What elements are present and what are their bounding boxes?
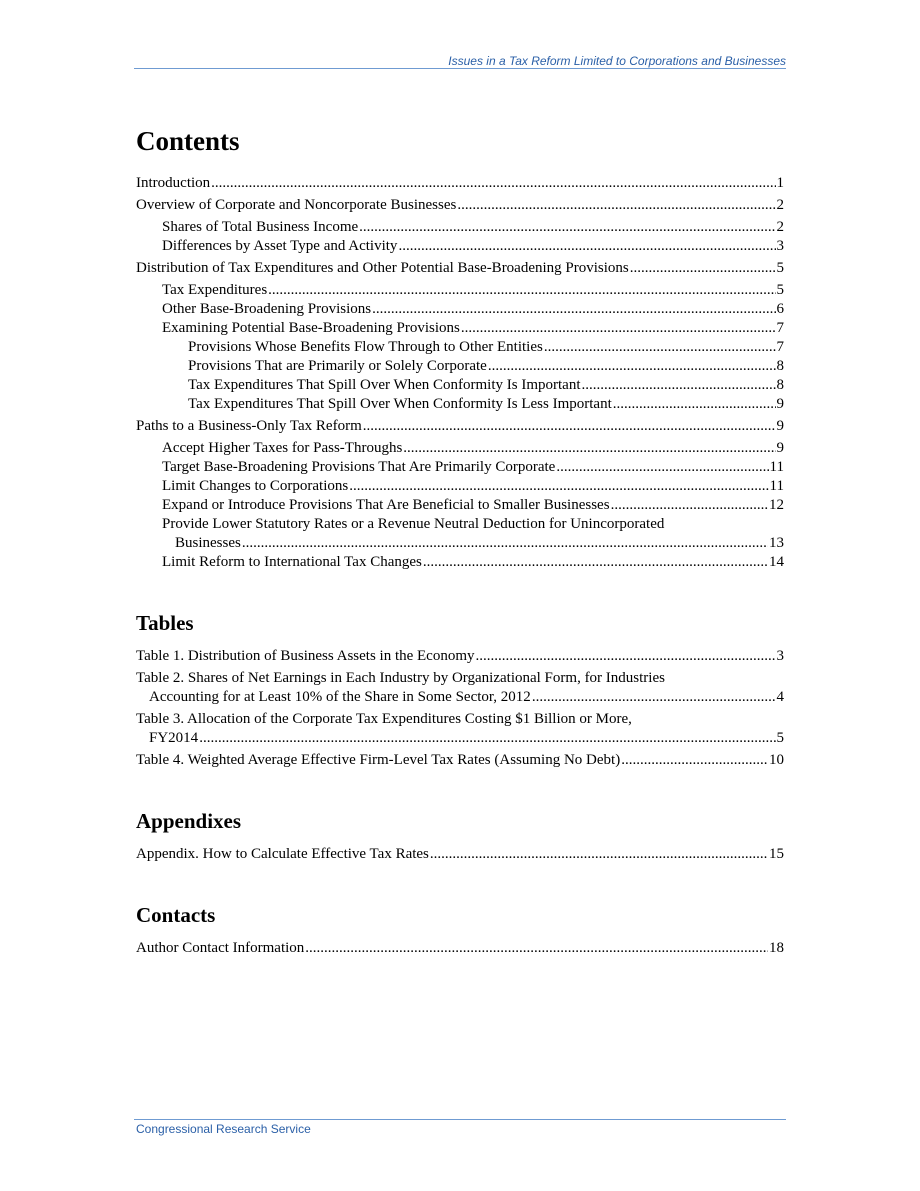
contents-list bbox=[136, 174, 784, 572]
toc-entry-table-1[interactable]: Table 1. Distribution of Business Assets in the Economy ..... 3 bbox=[136, 647, 784, 666]
toc-entry-lower-rates[interactable]: Provide Lower Statutory Rates or a Revenue Neutral Deduction for Unincorporated Businesses ..... 13 bbox=[136, 515, 784, 553]
toc-entry-limit-corporations[interactable]: Limit Changes to Corporations ..... 11 bbox=[136, 477, 784, 496]
toc-entry-target-base[interactable]: Target Base-Broadening Provisions That Are Primarily Corporate ..... 11 bbox=[136, 458, 784, 477]
toc-entry-overview[interactable]: Overview of Corporate and Noncorporate Businesses ..... 2 bbox=[136, 196, 784, 215]
footer-organization: Congressional Research Service bbox=[136, 1122, 311, 1136]
toc-entry-table-3[interactable]: Table 3. Allocation of the Corporate Tax Expenditures Costing $1 Billion or More, FY2014 ..... 5 bbox=[136, 710, 784, 748]
footer-rule bbox=[134, 1119, 786, 1120]
toc-entry-paths[interactable]: Paths to a Business-Only Tax Reform ..... 9 bbox=[136, 417, 784, 436]
toc-entry-international[interactable]: Limit Reform to International Tax Changes ..... 14 bbox=[136, 553, 784, 572]
toc-entry-accept-higher[interactable]: Accept Higher Taxes for Pass-Throughs ..... 9 bbox=[136, 439, 784, 458]
toc-entry-primarily-corporate[interactable]: Provisions That are Primarily or Solely Corporate ..... 8 bbox=[136, 357, 784, 376]
table-of-contents bbox=[136, 124, 784, 958]
running-header-title: Issues in a Tax Reform Limited to Corporations and Businesses bbox=[448, 54, 786, 68]
toc-entry-appendix[interactable]: Appendix. How to Calculate Effective Tax Rates ..... 15 bbox=[136, 845, 784, 864]
tables-heading: Tables bbox=[136, 611, 194, 635]
contacts-heading: Contacts bbox=[136, 903, 216, 927]
toc-entry-other-base[interactable]: Other Base-Broadening Provisions ..... 6 bbox=[136, 300, 784, 319]
toc-entry-author-contact[interactable]: Author Contact Information ..... 18 bbox=[136, 939, 784, 958]
toc-entry-examining[interactable]: Examining Potential Base-Broadening Provisions ..... 7 bbox=[136, 319, 784, 338]
toc-entry-table-4[interactable]: Table 4. Weighted Average Effective Firm-Level Tax Rates (Assuming No Debt) ..... 10 bbox=[136, 751, 784, 770]
toc-entry-conformity-important[interactable]: Tax Expenditures That Spill Over When Conformity Is Important ..... 8 bbox=[136, 376, 784, 395]
contents-heading: Contents bbox=[136, 126, 240, 156]
contacts-list bbox=[136, 939, 784, 958]
toc-entry-distribution[interactable]: Distribution of Tax Expenditures and Other Potential Base-Broadening Provisions ..... 5 bbox=[136, 259, 784, 278]
toc-entry-asset-type[interactable]: Differences by Asset Type and Activity ..... 3 bbox=[136, 237, 784, 256]
toc-entry-shares-income[interactable]: Shares of Total Business Income ..... 2 bbox=[136, 218, 784, 237]
appendixes-heading: Appendixes bbox=[136, 809, 242, 833]
appendixes-list bbox=[136, 845, 784, 864]
toc-entry-smaller-businesses[interactable]: Expand or Introduce Provisions That Are Beneficial to Smaller Businesses ..... 12 bbox=[136, 496, 784, 515]
toc-entry-introduction[interactable]: Introduction ..... 1 bbox=[136, 174, 784, 193]
toc-entry-flow-through[interactable]: Provisions Whose Benefits Flow Through to Other Entities ..... 7 bbox=[136, 338, 784, 357]
header-rule bbox=[134, 68, 786, 69]
toc-entry-table-2[interactable]: Table 2. Shares of Net Earnings in Each Industry by Organizational Form, for Industries Accounting for at Least 10% of the Share in Some Sector, 2012 ..... 4 bbox=[136, 669, 784, 707]
toc-entry-conformity-less[interactable]: Tax Expenditures That Spill Over When Conformity Is Less Important ..... 9 bbox=[136, 395, 784, 414]
toc-entry-tax-expenditures[interactable]: Tax Expenditures ..... 5 bbox=[136, 281, 784, 300]
tables-list bbox=[136, 647, 784, 770]
